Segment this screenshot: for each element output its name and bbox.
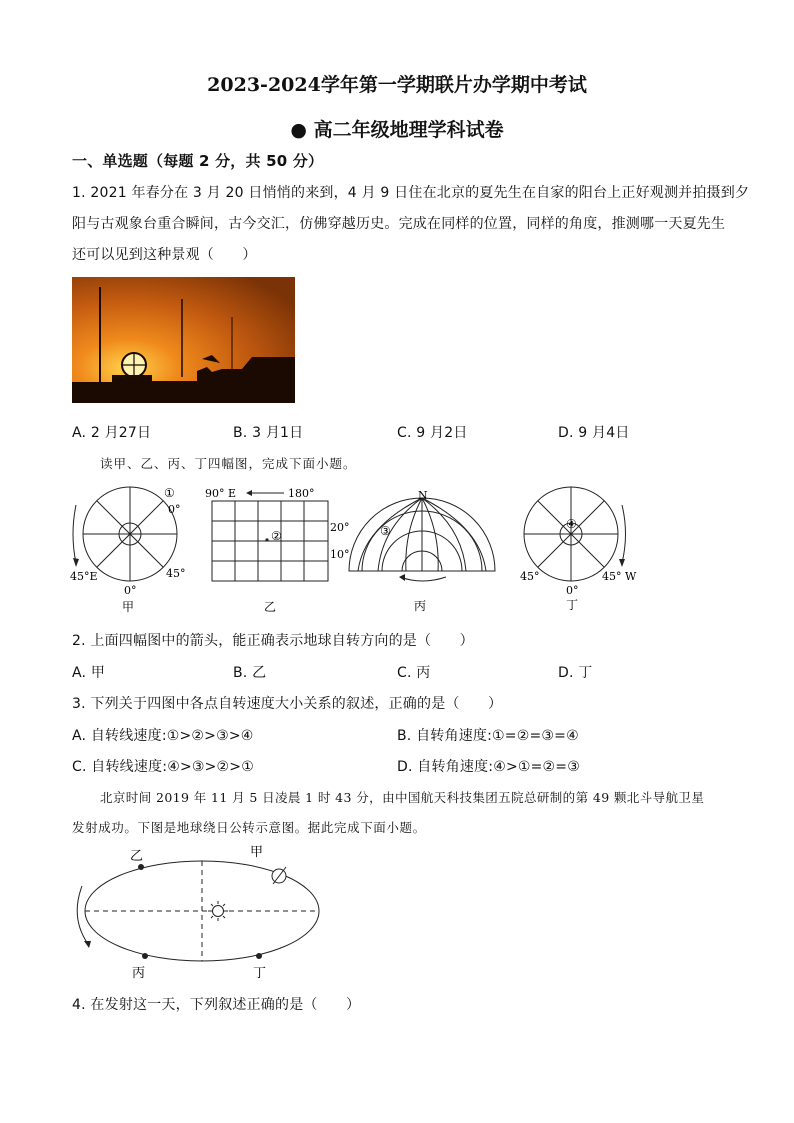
ding-bottom-label: 0°	[566, 584, 579, 597]
orbit-diagram	[68, 840, 328, 985]
exam-subtitle	[0, 115, 794, 142]
figure-bing	[344, 487, 500, 617]
group2-line2: 发射成功。下图是地球绕日公转示意图。据此完成下面小题。	[72, 820, 426, 835]
q3-stem: 3. 下列关于四图中各点自转速度大小关系的叙述，正确的是（ ）	[72, 696, 503, 712]
q1-line2: 阳与古观象台重合瞬间，古今交汇，仿佛穿越历史。完成在同样的位置，同样的角度，推测哪一天夏先生	[72, 216, 726, 232]
jia-right-label: 45°	[166, 567, 186, 580]
q2-option-a[interactable]: A. 甲	[72, 665, 106, 681]
q1-option-c[interactable]: C. 9 月2日	[397, 425, 468, 441]
figure-ding	[512, 483, 652, 613]
group1-intro: 读甲、乙、丙、丁四幅图，完成下面小题。	[100, 456, 357, 471]
figure-yi	[202, 483, 352, 615]
bing-mark-3: ③	[380, 524, 391, 538]
q2-option-c[interactable]: C. 丙	[397, 665, 431, 681]
jia-caption: 甲	[122, 600, 135, 613]
q3-option-a[interactable]: A. 自转线速度:①>②>③>④	[72, 728, 254, 744]
section-heading: 一、单选题（每题 2 分，共 50 分）	[72, 152, 324, 170]
group2-line1: 北京时间 2019 年 11 月 5 日凌晨 1 时 43 分，由中国航天科技集团五院总研制的第 49 颗北斗导航卫星	[100, 790, 705, 805]
yi-caption: 乙	[264, 600, 277, 614]
jia-label-1: ①	[164, 486, 175, 500]
q1-option-d[interactable]: D. 9 月4日	[558, 425, 630, 441]
orbit-label-bing: 丙	[132, 966, 146, 981]
q1-line3: 还可以见到这种景观（ ）	[72, 247, 257, 263]
ding-right-label: 45° W	[602, 570, 637, 583]
figure-jia	[64, 483, 194, 613]
orbit-label-jia: 甲	[250, 845, 264, 860]
yi-top-right: 180°	[288, 487, 315, 500]
jia-lat0: 0°	[168, 503, 181, 516]
q2-option-d[interactable]: D. 丁	[558, 665, 593, 681]
q3-option-d[interactable]: D. 自转角速度:④>①=②=③	[397, 759, 580, 775]
q1-option-b[interactable]: B. 3 月1日	[233, 425, 304, 441]
ding-caption: 丁	[566, 598, 579, 612]
bullet-icon: ●	[290, 119, 314, 141]
yi-top-left: 90° E	[205, 487, 237, 500]
q2-option-b[interactable]: B. 乙	[233, 665, 267, 681]
ding-mark-4: ④	[566, 517, 577, 531]
exam-subtitle-text: 高二年级地理学科试卷	[313, 119, 504, 141]
q1-line1: 1. 2021 年春分在 3 月 20 日悄悄的来到，4 月 9 日住在北京的夏先生在自家的阳台上正好观测并拍摄到夕	[72, 185, 750, 201]
ding-left-label: 45°	[520, 570, 540, 583]
yi-mark-2: ②	[271, 529, 282, 543]
yi-lat10: 10°	[330, 548, 350, 561]
q2-stem: 2. 上面四幅图中的箭头，能正确表示地球自转方向的是（ ）	[72, 633, 474, 649]
yi-lat20: 20°	[330, 521, 350, 534]
q4-stem: 4. 在发射这一天，下列叙述正确的是（ ）	[72, 997, 361, 1013]
jia-bottom-label: 0°	[124, 584, 137, 597]
bing-caption: 丙	[414, 599, 427, 613]
orbit-label-yi: 乙	[130, 849, 144, 864]
jia-left-label: 45°E	[70, 570, 98, 583]
q1-option-a[interactable]: A. 2 月27日	[72, 425, 152, 441]
q3-option-b[interactable]: B. 自转角速度:①=②=③=④	[397, 728, 579, 744]
sun-icon	[208, 901, 228, 921]
bing-pole: N	[418, 489, 428, 502]
q3-option-c[interactable]: C. 自转线速度:④>③>②>①	[72, 759, 254, 775]
exam-title: 2023-2024学年第一学期联片办学期中考试	[207, 74, 587, 96]
orbit-label-ding: 丁	[253, 966, 267, 981]
sunset-photo	[72, 277, 295, 403]
earth-icon	[272, 867, 286, 884]
